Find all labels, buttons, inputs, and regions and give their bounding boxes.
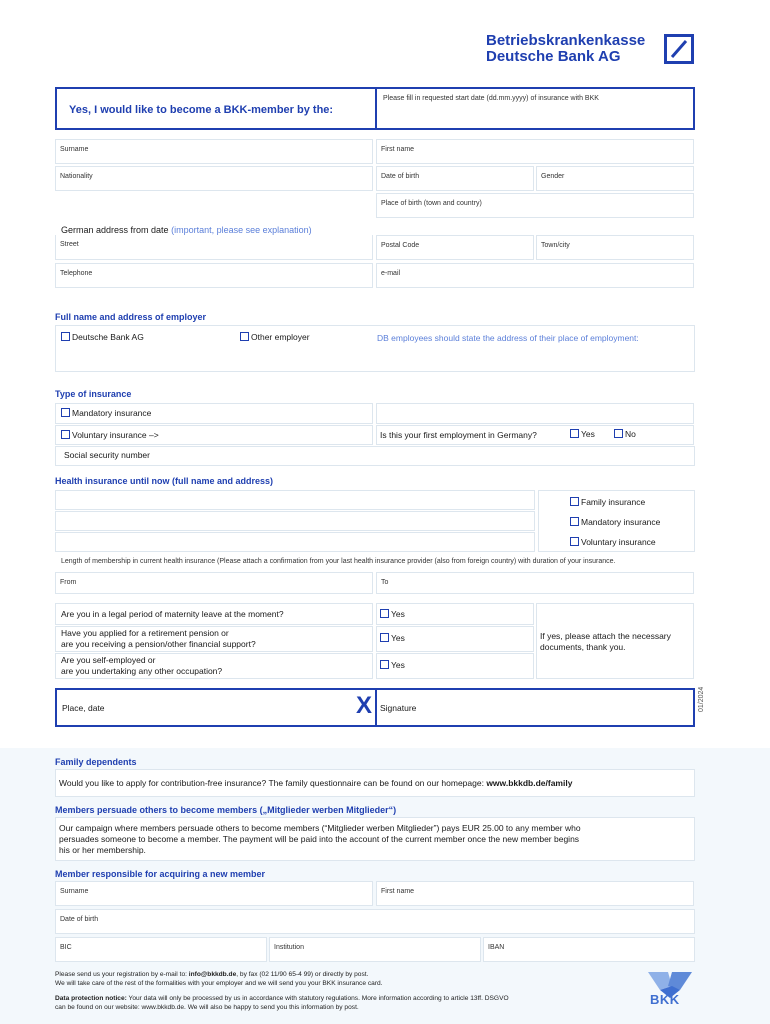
gender-label: Gender xyxy=(541,173,565,180)
membership-title: Yes, I would like to become a BKK-member by the: xyxy=(69,104,334,116)
health-mandatory-option[interactable] xyxy=(570,517,660,527)
institution-label: Institution xyxy=(274,944,304,951)
german-address-text: German address from date xyxy=(61,225,169,235)
social-security-field[interactable] xyxy=(55,446,695,466)
signature-x-mark: X xyxy=(356,692,373,719)
deutsche-bank-checkbox[interactable] xyxy=(61,332,70,341)
first-employment-yes-label: Yes xyxy=(581,429,595,439)
pension-yes-option[interactable] xyxy=(380,633,405,643)
form-version: 01/2024 xyxy=(698,686,705,712)
responsible-surname-field[interactable] xyxy=(55,881,373,906)
employer-note: DB employees should state the address of their place of employment: xyxy=(377,333,639,343)
first-employment-no-label: No xyxy=(625,429,636,439)
data-protection-line-2: can be found on our website: www.bkkdb.de. We will also be happy to send you this information by post. xyxy=(55,1004,359,1011)
mandatory-insurance-option[interactable] xyxy=(61,408,151,418)
health-insurance-name-line-3[interactable] xyxy=(55,532,535,552)
deutsche-bank-logo-icon xyxy=(664,34,694,64)
self-employed-yes-checkbox[interactable] xyxy=(380,660,389,669)
campaign-line-2: persuades someone to become a member. The payment will be paid into the account of the current member once the new member begins xyxy=(59,834,580,844)
attach-documents-note xyxy=(540,631,671,653)
nationality-label: Nationality xyxy=(60,173,93,180)
street-label: Street xyxy=(60,241,79,248)
attach-documents-line-2: documents, thank you. xyxy=(540,642,626,652)
insurance-type-heading: Type of insurance xyxy=(55,389,132,399)
voluntary-insurance-checkbox[interactable] xyxy=(61,430,70,439)
telephone-field[interactable] xyxy=(55,263,373,288)
pension-yes-checkbox[interactable] xyxy=(380,633,389,642)
family-dependents-url[interactable]: www.bkkdb.de/family xyxy=(486,778,573,788)
place-of-birth-label: Place of birth (town and country) xyxy=(381,200,482,207)
brand-name xyxy=(486,33,645,65)
bic-label: BIC xyxy=(60,944,72,951)
brand-line-2: Deutsche Bank AG xyxy=(486,48,621,65)
family-dependents-question: Would you like to apply for contribution-free insurance? The family questionnaire can be found on our homepage: xyxy=(59,778,487,788)
health-mandatory-checkbox[interactable] xyxy=(570,517,579,526)
german-address-note: (important, please see explanation) xyxy=(171,225,312,235)
postal-code-label: Postal Code xyxy=(381,242,420,249)
first-name-field[interactable] xyxy=(376,139,694,164)
health-voluntary-option[interactable] xyxy=(570,537,656,547)
footer-send-line xyxy=(55,970,383,979)
bic-field[interactable] xyxy=(55,937,267,962)
responsible-surname-label: Surname xyxy=(60,888,89,895)
email-field[interactable] xyxy=(376,263,694,288)
responsible-member-heading: Member responsible for acquiring a new member xyxy=(55,869,266,879)
membership-to-field[interactable] xyxy=(376,572,694,594)
self-employed-yes-option[interactable] xyxy=(380,660,405,670)
health-voluntary-checkbox[interactable] xyxy=(570,537,579,546)
self-employed-question-line-2: are you undertaking any other occupation? xyxy=(61,666,223,676)
footer-send-suffix: , by fax (02 11/90 65-4 99) or directly by post. xyxy=(236,971,369,978)
family-dependents-text xyxy=(59,778,572,788)
deutsche-bank-label: Deutsche Bank AG xyxy=(72,332,144,342)
pension-question-line-2: are you receiving a pension/other financial support? xyxy=(61,639,256,649)
street-field[interactable] xyxy=(55,235,373,260)
self-employed-question xyxy=(61,655,222,677)
responsible-first-name-field[interactable] xyxy=(376,881,694,906)
responsible-date-of-birth-field[interactable] xyxy=(55,909,695,934)
responsible-first-name-label: First name xyxy=(381,888,415,895)
first-employment-no-option[interactable] xyxy=(614,429,636,439)
maternity-yes-checkbox[interactable] xyxy=(380,609,389,618)
data-protection-text: Your data will only be processed by us in accordance with statutory regulations. More information according to article 13ff. DSGVO xyxy=(126,995,509,1002)
place-date-input[interactable] xyxy=(57,690,373,725)
iban-field[interactable] xyxy=(483,937,695,962)
family-insurance-checkbox[interactable] xyxy=(570,497,579,506)
membership-to-label: To xyxy=(381,579,389,586)
postal-code-field[interactable] xyxy=(376,235,534,260)
maternity-yes-label: Yes xyxy=(391,609,405,619)
campaign-text xyxy=(59,823,581,856)
surname-label: Surname xyxy=(60,146,89,153)
employer-deutsche-bank-option[interactable] xyxy=(61,332,144,342)
health-insurance-name-line-2[interactable] xyxy=(55,511,535,531)
surname-field[interactable] xyxy=(55,139,373,164)
pension-question xyxy=(61,628,256,650)
email-label: e-mail xyxy=(381,270,401,277)
town-city-field[interactable] xyxy=(536,235,694,260)
health-voluntary-label: Voluntary insurance xyxy=(581,537,656,547)
date-of-birth-label: Date of birth xyxy=(381,173,420,180)
signature-input[interactable] xyxy=(375,690,693,725)
first-employment-question: Is this your first employment in Germany? xyxy=(380,430,537,440)
mandatory-insurance-checkbox[interactable] xyxy=(61,408,70,417)
insurance-type-right-blank[interactable] xyxy=(376,403,694,424)
mandatory-insurance-label: Mandatory insurance xyxy=(72,408,152,418)
brand-line-1: Betriebskrankenkasse xyxy=(486,32,646,49)
footer-send-prefix: Please send us your registration by e-mail to: xyxy=(55,971,189,978)
data-protection-line-1 xyxy=(55,994,509,1003)
data-protection-notice xyxy=(55,994,509,1012)
self-employed-yes-label: Yes xyxy=(391,660,405,670)
maternity-yes-option[interactable] xyxy=(380,609,405,619)
nationality-field[interactable] xyxy=(55,166,373,191)
telephone-label: Telephone xyxy=(60,270,93,277)
other-employer-checkbox[interactable] xyxy=(240,332,249,341)
date-of-birth-field[interactable] xyxy=(376,166,534,191)
start-date-input[interactable] xyxy=(377,100,691,126)
other-employer-label: Other employer xyxy=(251,332,310,342)
campaign-line-3: his or her membership. xyxy=(59,845,146,855)
campaign-heading: Members persuade others to become members („Mitglieder werben Mitglieder“) xyxy=(55,805,397,815)
membership-from-field[interactable] xyxy=(55,572,373,594)
voluntary-insurance-label: Voluntary insurance –> xyxy=(72,430,159,440)
bkk-logo-icon xyxy=(646,970,694,1016)
membership-from-label: From xyxy=(60,579,77,586)
family-insurance-label: Family insurance xyxy=(581,497,646,507)
gender-field[interactable] xyxy=(536,166,694,191)
employer-other-option[interactable] xyxy=(240,332,310,342)
social-security-label: Social security number xyxy=(64,450,150,460)
voluntary-insurance-option[interactable] xyxy=(61,430,159,440)
pension-question-line-1: Have you applied for a retirement pension or xyxy=(61,628,229,638)
bkk-logo-text: BKK xyxy=(650,992,680,1007)
membership-length-note: Length of membership in current health insurance (Please attach a confirmation from your last health insurance provider (also from foreign country) with duration of your insurance. xyxy=(61,558,616,565)
maternity-question: Are you in a legal period of maternity leave at the moment? xyxy=(61,609,284,619)
institution-field[interactable] xyxy=(269,937,481,962)
town-city-label: Town/city xyxy=(541,242,570,249)
responsible-date-of-birth-label: Date of birth xyxy=(60,916,99,923)
data-protection-label: Data protection notice: xyxy=(55,995,127,1002)
first-employment-yes-checkbox[interactable] xyxy=(570,429,579,438)
attach-documents-line-1: If yes, please attach the necessary xyxy=(540,631,671,641)
family-dependents-heading: Family dependents xyxy=(55,757,137,767)
iban-label: IBAN xyxy=(488,944,505,951)
health-insurance-heading: Health insurance until now (full name and address) xyxy=(55,476,274,486)
health-insurance-name-line-1[interactable] xyxy=(55,490,535,510)
place-of-birth-field[interactable] xyxy=(376,193,694,218)
signature-label: Signature xyxy=(380,703,417,713)
first-employment-yes-option[interactable] xyxy=(570,429,595,439)
start-date-note: Please fill in requested start date (dd.mm.yyyy) of insurance with BKK xyxy=(383,95,599,102)
self-employed-question-line-1: Are you self-employed or xyxy=(61,655,156,665)
family-insurance-option[interactable] xyxy=(570,497,645,507)
first-name-label: First name xyxy=(381,146,415,153)
employer-heading: Full name and address of employer xyxy=(55,312,207,322)
german-address-label xyxy=(61,225,312,235)
footer-formalities-line: We will take care of the rest of the formalities with your employer and we will send you your BKK insurance card. xyxy=(55,980,383,987)
footer-instructions xyxy=(55,970,383,988)
campaign-line-1: Our campaign where members persuade others to become members (“Mitglieder werben Mitglieder”) pays EUR 25.00 to any member who xyxy=(59,823,581,833)
place-date-label: Place, date xyxy=(62,703,105,713)
pension-yes-label: Yes xyxy=(391,633,405,643)
health-mandatory-label: Mandatory insurance xyxy=(581,517,661,527)
first-employment-no-checkbox[interactable] xyxy=(614,429,623,438)
footer-email-link[interactable]: info@bkkdb.de xyxy=(188,971,237,978)
